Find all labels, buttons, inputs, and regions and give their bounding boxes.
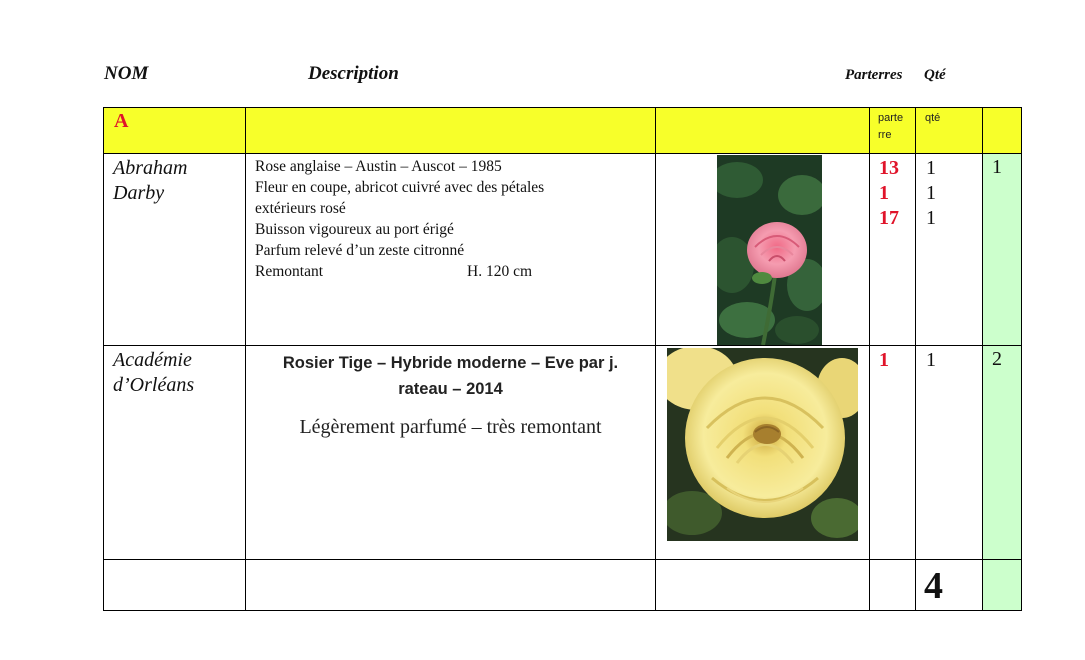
rose-photo-cell <box>656 154 870 346</box>
rose-parterres-cell <box>870 154 916 346</box>
rose-quantities-cell <box>916 346 983 560</box>
rose-description-cell <box>246 346 656 560</box>
rose-description: Rose anglaise – Austin – Auscot – 1985 Fleur en coupe, abricot cuivré avec des pétales extérieurs rosé Buisson vigoureux au port érigé Parfum relevé d’un zeste citronné Remontant H. 120 cm <box>255 158 545 280</box>
rose-table <box>103 107 1022 611</box>
section-col-qte: qté <box>925 112 941 124</box>
rose-quantities-cell <box>916 154 983 346</box>
rose-description-cell <box>246 154 656 346</box>
section-col-parterre: parte rre <box>878 112 904 141</box>
total-row <box>104 560 1022 611</box>
pink-rose-photo <box>717 155 822 345</box>
rose-photo-cell <box>656 346 870 560</box>
rose-quantities: 1 <box>926 349 936 371</box>
section-row <box>104 108 1022 154</box>
rose-name: Abraham Darby <box>113 157 188 204</box>
rose-name-cell <box>104 346 246 560</box>
header-qte: Qté <box>924 67 946 83</box>
table-row <box>104 154 1022 346</box>
total-value: 4 <box>924 565 943 607</box>
yellow-rose-photo <box>667 348 858 541</box>
header-description: Description <box>308 63 399 84</box>
rose-name-cell <box>104 154 246 346</box>
rose-parterres: 13 1 17 <box>879 157 899 229</box>
header-nom: NOM <box>104 63 149 84</box>
header-parterres: Parterres <box>845 67 903 83</box>
total-cell <box>916 560 983 611</box>
rose-description: Rosier Tige – Hybride moderne – Eve par j. rateau – 2014 Légèrement parfumé – très remontant <box>282 354 619 438</box>
rose-parterres: 1 <box>879 349 889 371</box>
rose-count-cell <box>983 346 1022 560</box>
section-letter: A <box>114 110 129 132</box>
rose-name: Académie d’Orléans <box>113 349 195 396</box>
rose-count: 1 <box>992 156 1002 178</box>
rose-quantities: 1 1 1 <box>926 157 936 229</box>
table-row <box>104 346 1022 560</box>
section-letter-cell <box>104 108 246 154</box>
rose-count: 2 <box>992 348 1002 370</box>
rose-parterres-cell <box>870 346 916 560</box>
rose-count-cell <box>983 154 1022 346</box>
